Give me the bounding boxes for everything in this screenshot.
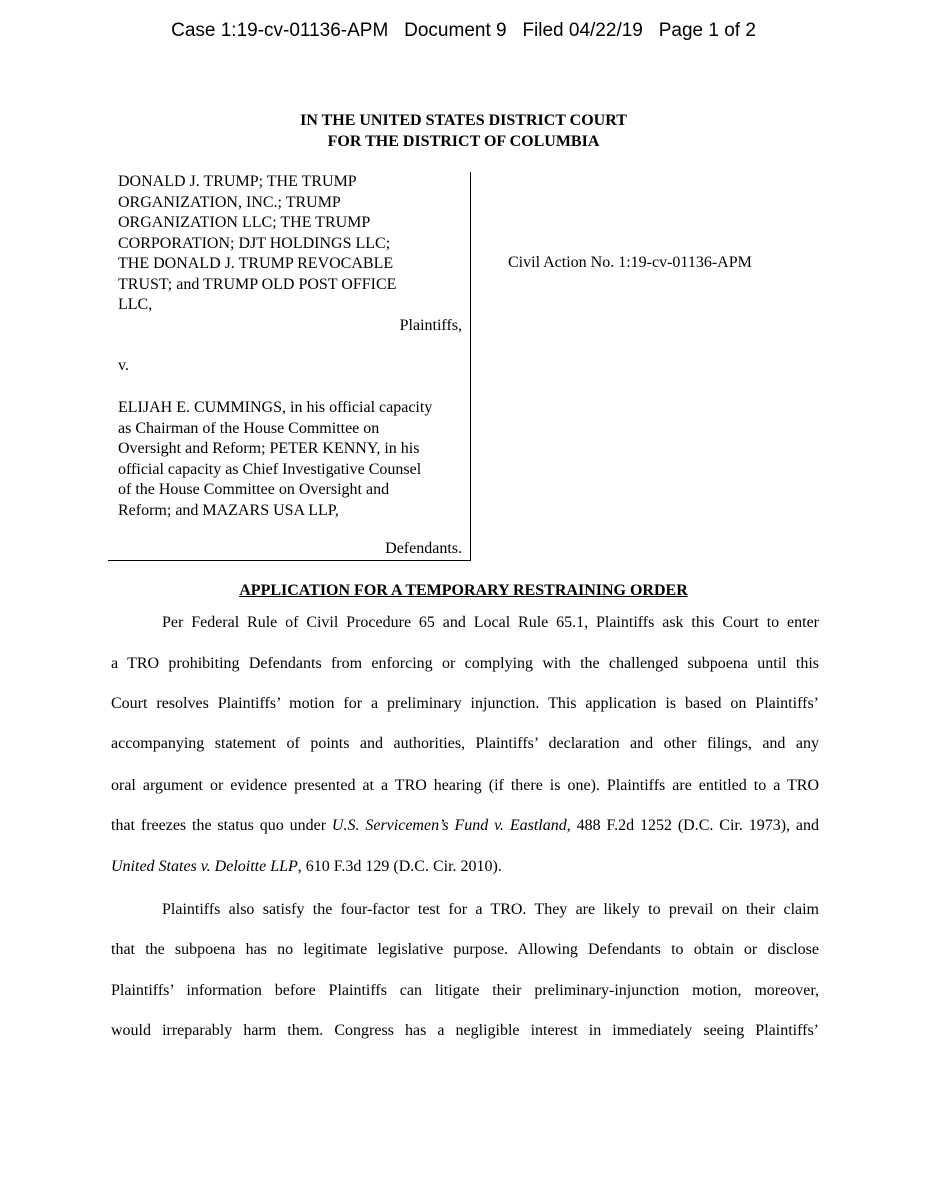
caption-line: ORGANIZATION LLC; THE TRUMP <box>118 214 371 231</box>
line-text: that freezes the status quo under <box>111 817 332 834</box>
case-caption <box>108 172 471 561</box>
caption-line: TRUST; and TRUMP OLD POST OFFICE <box>118 275 397 293</box>
paragraph-1-line: oral argument or evidence presented at a TRO hearing (if there is one). Plaintiffs are entitled to a TRO <box>111 777 819 794</box>
case-citation: United States v. Deloitte LLP <box>111 858 298 875</box>
court-heading <box>0 110 927 152</box>
case-citation: U.S. Servicemen’s Fund v. Eastland <box>331 817 567 834</box>
paragraph-2-line: Plaintiffs’ information before Plaintiffs can litigate their preliminary-injunction motion, moreover, <box>111 982 819 999</box>
court-line-2: FOR THE DISTRICT OF COLUMBIA <box>327 133 600 150</box>
paragraph-1-line <box>111 858 819 876</box>
caption-line: DONALD J. TRUMP; THE TRUMP <box>118 173 357 190</box>
caption-line: ORGANIZATION, INC.; TRUMP <box>118 193 341 211</box>
caption-line: official capacity as Chief Investigative Counsel <box>118 460 422 478</box>
paragraph-1-line: accompanying statement of points and authorities, Plaintiffs’ declaration and other filings, and any <box>111 735 819 752</box>
plaintiffs-names <box>118 172 463 316</box>
case-number: Case 1:19-cv-01136-APM <box>171 20 389 41</box>
caption-line: Oversight and Reform; PETER KENNY, in his <box>118 440 420 457</box>
plaintiffs-label: Plaintiffs, <box>399 317 462 334</box>
page-number: Page 1 of 2 <box>658 20 756 41</box>
paragraph-2-line: Plaintiffs also satisfy the four-factor test for a TRO. They are likely to prevail on their claim <box>162 901 819 918</box>
line-text: , 610 F.3d 129 (D.C. Cir. 2010). <box>297 858 502 875</box>
document-number: Document 9 <box>404 20 507 41</box>
caption-line: Reform; and MAZARS USA LLP, <box>118 501 339 519</box>
page-header <box>0 20 927 42</box>
versus: v. <box>118 357 129 374</box>
caption-line: of the House Committee on Oversight and <box>118 481 390 498</box>
caption-line: ELIJAH E. CUMMINGS, in his official capacity <box>118 399 433 416</box>
court-line-1: IN THE UNITED STATES DISTRICT COURT <box>300 112 627 129</box>
line-text: , 488 F.2d 1252 (D.C. Cir. 1973), and <box>566 817 820 834</box>
defendants-names <box>118 398 463 521</box>
paragraph-1-line: Court resolves Plaintiffs’ motion for a preliminary injunction. This application is based on Plaintiffs’ <box>111 695 819 712</box>
civil-action-number: Civil Action No. 1:19-cv-01136-APM <box>508 254 752 271</box>
defendants-label: Defendants. <box>385 540 462 557</box>
caption-line: THE DONALD J. TRUMP REVOCABLE <box>118 255 394 272</box>
caption-line: CORPORATION; DJT HOLDINGS LLC; <box>118 234 391 252</box>
caption-line: LLC, <box>118 296 153 313</box>
paragraph-2-line: would irreparably harm them. Congress has a negligible interest in immediately seeing Plaintiffs’ <box>111 1022 819 1039</box>
paragraph-1-line: a TRO prohibiting Defendants from enforcing or complying with the challenged subpoena until this <box>111 655 819 672</box>
paragraph-1-line <box>111 817 819 835</box>
paragraph-1-line: Per Federal Rule of Civil Procedure 65 and Local Rule 65.1, Plaintiffs ask this Court to enter <box>162 614 819 631</box>
paragraph-2-line: that the subpoena has no legitimate legislative purpose. Allowing Defendants to obtain or disclose <box>111 941 819 958</box>
filed-date: Filed 04/22/19 <box>522 20 643 41</box>
document-title: APPLICATION FOR A TEMPORARY RESTRAINING ORDER <box>239 582 688 599</box>
caption-line: as Chairman of the House Committee on <box>118 419 380 437</box>
